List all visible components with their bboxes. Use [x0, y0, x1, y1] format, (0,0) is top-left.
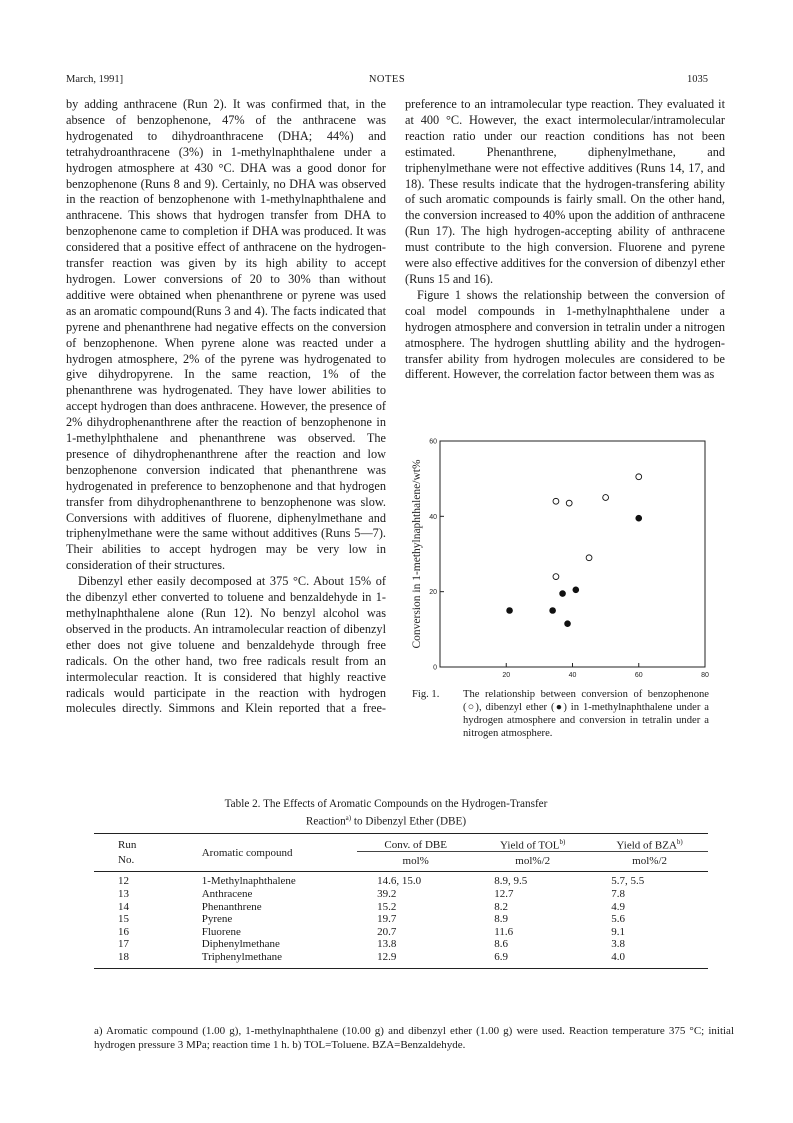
paragraph: preference to an intramolecular type reaction. They evaluated it at 400 °C. However, the exact intermolecular/intramolecular reaction ratio under our reaction conditions has not been estimated. Phenanthrene, diphenylmethane, and triphenylmethane were not effective additives (Runs 14, 17, and 18). These results indicate that the hydrogen-transfering ability of such aromatic compounds is fairly small. On the other hand, the conversion increased to 40% upon the addition of anthracene (Run 17). The high hydrogen-accepting ability of anthracene must contribute to the high conversion. Fluorene and pyrene were also effective additives for the conversion of dibenzyl ether (Runs 15 and 16).	[405, 97, 725, 286]
dibenzyl-ether-point	[560, 591, 566, 597]
dibenzyl-ether-point	[573, 587, 579, 593]
table-title-line-1: Table 2. The Effects of Aromatic Compounds on the Hydrogen-Transfer	[224, 798, 548, 810]
x-tick-label: 20	[502, 672, 511, 679]
cell-bza: 5.6	[611, 913, 625, 926]
cell-compound: Phenanthrene	[201, 900, 262, 913]
page-number: 1035	[687, 74, 708, 85]
cell-tol: 6.9	[494, 950, 508, 963]
cell-dbe: 20.7	[377, 925, 397, 938]
col-header-no: No.	[118, 853, 135, 866]
cell-run: 16	[118, 925, 129, 938]
cell-tol: 12.7	[494, 887, 514, 900]
cell-dbe: 12.9	[377, 950, 397, 963]
cell-tol: 8.6	[494, 938, 508, 951]
cell-bza: 4.9	[611, 900, 625, 913]
cell-tol: 8.9, 9.5	[494, 875, 528, 888]
unit-bza: mol%/2	[591, 852, 708, 872]
caption-text: The relationship between conversion of benzophenone (○), dibenzyl ether (●) in 1-methylnaphthalene under a hydrogen atmosphere and conversion in tetralin under a nitrogen atmosphere.	[463, 689, 709, 739]
figure-1	[400, 433, 720, 739]
benzophenone-point	[603, 495, 609, 501]
plot-frame	[440, 441, 705, 667]
cell-tol: 8.9	[494, 913, 508, 926]
table-row	[94, 926, 708, 939]
cell-dbe: 39.2	[377, 887, 397, 900]
cell-dbe: 19.7	[377, 913, 397, 926]
cell-run: 14	[118, 900, 129, 913]
unit-dbe: mol%	[357, 852, 474, 872]
table-title-line-2	[64, 811, 708, 829]
benzophenone-point	[553, 498, 559, 504]
caption-label: Fig. 1.	[412, 689, 440, 700]
cell-run: 13	[118, 887, 129, 900]
col-header-run: Run	[118, 838, 137, 851]
cell-dbe: 14.6, 15.0	[377, 875, 422, 888]
dibenzyl-ether-point	[565, 621, 571, 627]
table-footnote: a) Aromatic compound (1.00 g), 1-methylnaphthalene (10.00 g) and dibenzyl ether (1.00 g) were used. Reaction temperature 375 °C; initial hydrogen pressure 3 MPa; reaction time 1 h. b) TOL=Toluene. BZA=Benzaldehyde.	[94, 1025, 734, 1052]
benzophenone-point	[553, 574, 559, 580]
dibenzyl-ether-point	[550, 608, 556, 614]
table-row	[94, 913, 708, 926]
cell-tol: 8.2	[494, 900, 508, 913]
y-tick-label: 40	[429, 513, 437, 521]
cell-run: 15	[118, 913, 129, 926]
paragraph: Figure 1 shows the relationship between the conversion of coal model compounds in 1-methylnaphthalene under a hydrogen atmosphere and conversion in tetralin under a nitrogen atmosphere. The hydrogen shuttling ability and the hydrogen-transfer ability from hydrogen molecules are considered to be different. However, the correlation factor between them was as	[405, 287, 725, 382]
dibenzyl-ether-point	[507, 608, 513, 614]
cell-run: 12	[118, 875, 129, 888]
footnote-marker: b)	[676, 837, 683, 846]
cell-tol: 11.6	[494, 925, 514, 938]
table-title-text: Reaction	[305, 815, 346, 828]
table-row	[94, 951, 708, 968]
table-unit-row	[94, 852, 708, 872]
footnote-marker: a)	[345, 814, 352, 822]
col-header-bza	[591, 833, 708, 852]
cell-compound: Anthracene	[201, 887, 253, 900]
table-title	[64, 797, 708, 829]
footnote-marker: b)	[559, 837, 566, 846]
col-header-dbe: Conv. of DBE	[384, 838, 447, 851]
y-tick-label: 0	[433, 664, 437, 672]
benzophenone-point	[566, 500, 572, 506]
cell-dbe: 13.8	[377, 938, 397, 951]
table-row	[94, 938, 708, 951]
table-row	[94, 872, 708, 888]
cell-compound: 1-Methylnaphthalene	[201, 875, 296, 888]
x-tick-label: 40	[568, 672, 577, 679]
y-tick-label: 60	[429, 438, 437, 446]
col-header-tol-text: Yield of TOL	[500, 839, 560, 852]
cell-bza: 4.0	[611, 950, 625, 963]
left-column	[66, 97, 386, 719]
unit-tol: mol%/2	[474, 852, 591, 872]
x-tick-label: 60	[634, 672, 643, 679]
paragraph: Dibenzyl ether easily decomposed at 375 °C. About 15% of the dibenzyl ether converted to toluene and benzaldehyde in 1-methylnaphthalene alone (Run 12). No benzyl alcohol was observed in the products. An intramolecular reaction of dibenzyl ether does not give toluene and benzaldehyde through free radicals. On the other hand, two free radicals result from an intermolecular reaction. It is considered that highly reactive radicals would participate in the reaction with hydrogen molecules directly. Simmons and Klein reported that a free-	[66, 574, 386, 716]
paragraph: by adding anthracene (Run 2). It was confirmed that, in the absence of benzophenone, 47% of the anthracene was hydrogenated to dihydroanthracene (DHA; 44%) and tetrahydroanthracene (3%) in 1-methylnaphthalene under a hydrogen atmosphere at 430 °C. DHA was a good donor for benzophenone (Runs 8 and 9). Certainly, no DHA was observed in the reaction of benzophenone with 1-methylnaphthalene and anthracene. This shows that hydrogen transfer from DHA to benzophenone came to completion if DHA was produced. It was considered that a positive effect of anthracene on the hydrogen-transfer reaction was given by its high ability to accept hydrogen. Lower conversions of 20 to 30% than without additive were obtained when phenanthrene or pyrene was used as an aromatic compound(Runs 3 and 4). The facts indicated that pyrene and phenanthrene had negative effects on the conversion of benzophenone. When pyrene alone was reacted under a hydrogen atmosphere, 2% of the pyrene was hydrogenated to give dihydropyrene. In the same reaction, 1% of the phenanthrene was hydrogenated. They have lower abilities to accept hydrogen than does anthracene. However, the presence of 2% dihydrophenanthrene after the reaction of benzophenone in 1-methylphthalene and phenanthrene was observed. The presence of dihydrophenanthrene after the reaction and low benzophenone conversion indicated that phenanthrene was hydrogenated in preference to benzophenone and that hydrogen transfer from dihydrophenanthrene to benzophenone was slow. Conversions with additives of fluorene, diphenylmethane and triphenylmethane were the same without additives (Runs 5—7). Their abilities to accept hydrogen may be very low in consideration of their structures.	[66, 97, 386, 573]
y-axis-label: Conversion in 1-methylnaphthalene/wt%	[411, 459, 423, 649]
cell-compound: Fluorene	[201, 925, 241, 938]
table-title-text: to Dibenzyl Ether (DBE)	[351, 815, 467, 828]
header-date: March, 1991]	[66, 74, 124, 85]
table-row	[94, 888, 708, 901]
cell-bza: 3.8	[611, 938, 625, 951]
cell-run: 17	[118, 938, 129, 951]
right-column	[405, 97, 725, 447]
cell-bza: 7.8	[611, 887, 625, 900]
benzophenone-point	[636, 474, 642, 480]
col-header-tol	[474, 833, 591, 852]
col-header-compound: Aromatic compound	[201, 846, 293, 859]
table-row	[94, 901, 708, 914]
cell-bza: 9.1	[611, 925, 625, 938]
cell-bza: 5.7, 5.5	[611, 875, 645, 888]
x-tick-label: 80	[701, 672, 709, 679]
cell-dbe: 15.2	[377, 900, 397, 913]
header-section: NOTES	[368, 74, 406, 85]
scatter-chart	[400, 433, 720, 688]
table-body	[94, 872, 708, 968]
cell-compound: Diphenylmethane	[201, 938, 280, 951]
y-tick-label: 20	[429, 589, 437, 597]
col-header-bza-text: Yield of BZA	[616, 839, 677, 852]
running-header	[66, 74, 708, 88]
cell-compound: Pyrene	[201, 913, 233, 926]
table-header-row	[94, 833, 708, 852]
cell-run: 18	[118, 950, 129, 963]
table-2	[94, 797, 734, 1052]
dibenzyl-ether-point	[636, 515, 642, 521]
cell-compound: Triphenylmethane	[201, 950, 282, 963]
benzophenone-point	[586, 555, 592, 561]
data-table	[94, 833, 708, 969]
